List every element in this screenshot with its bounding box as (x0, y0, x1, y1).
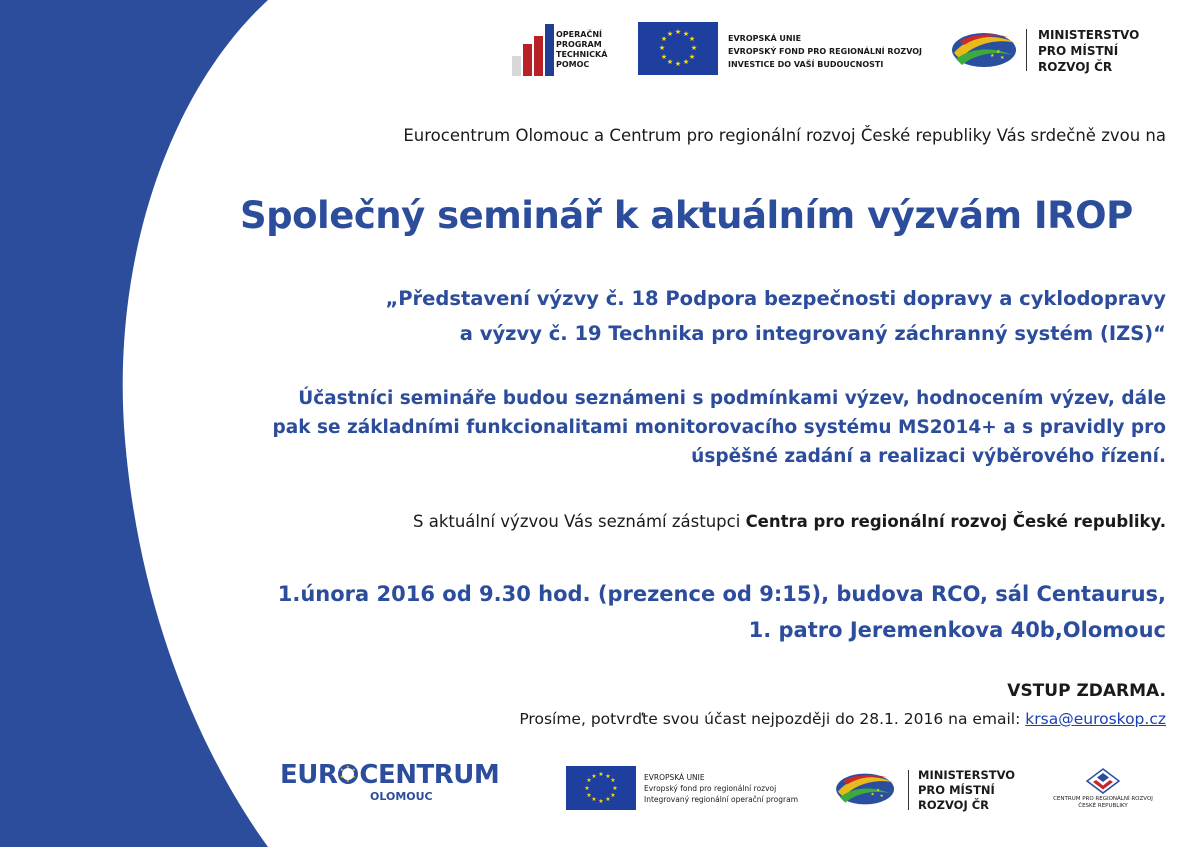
eu-logo-text: EVROPSKÁ UNIE EVROPSKÝ FOND PRO REGIONÁLNÍ ROZVOJ INVESTICE DO VAŠÍ BUDOUCNOSTI (728, 34, 923, 69)
svg-text:★: ★ (586, 777, 592, 784)
seminar-date-venue (278, 576, 1166, 648)
seminar-subtitle-line-1: „Představení výzvy č. 18 Podpora bezpečnosti dopravy a cyklodopravy (385, 287, 1166, 310)
eurocentrum-city: OLOMOUC (370, 790, 433, 803)
presenter-organization: Centra pro regionální rozvoj České republiky. (745, 512, 1166, 531)
eu-erdf-logo (638, 22, 928, 76)
svg-text:★: ★ (346, 764, 350, 769)
svg-text:★: ★ (598, 798, 604, 805)
rsvp-note (519, 710, 1166, 728)
svg-text:★: ★ (340, 774, 344, 779)
mmr-emblem-icon (832, 770, 900, 808)
svg-text:★: ★ (682, 58, 690, 66)
mmr-logo-divider (908, 770, 909, 810)
seminar-subtitle-line-2: a výzvy č. 19 Technika pro integrovaný záchranný systém (IZS)“ (459, 322, 1166, 345)
rsvp-email-link[interactable]: krsa@euroskop.cz (1025, 710, 1166, 728)
crr-emblem-icon (1086, 768, 1120, 794)
svg-text:★: ★ (612, 785, 618, 792)
svg-text:★: ★ (870, 792, 875, 798)
eu-irop-logo (566, 766, 816, 810)
description-line: pak se základními funkcionalitami monitorovacího systému MS2014+ a s pravidly pro (272, 417, 1166, 438)
svg-text:★: ★ (352, 774, 356, 779)
eurocentrum-olomouc-logo (280, 760, 520, 804)
svg-text:★: ★ (605, 773, 611, 780)
op-bars-icon (512, 22, 556, 76)
svg-text:★: ★ (666, 58, 674, 66)
presenter-note (413, 512, 1166, 531)
mmr-logo-text: MINISTERSTVO PRO MÍSTNÍ ROZVOJ ČR (1038, 28, 1140, 74)
mmr-emblem-icon (950, 29, 1020, 71)
svg-text:★: ★ (1000, 55, 1005, 61)
svg-text:★: ★ (598, 771, 604, 778)
presenter-prefix: S aktuální výzvou Vás seznámí zástupci (413, 512, 746, 531)
crr-logo-text: CENTRUM PRO REGIONÁLNÍ ROZVOJ ČESKÉ REPUBLIKY (1053, 796, 1153, 809)
svg-text:★: ★ (658, 44, 666, 52)
eu-irop-logo-text: EVROPSKÁ UNIE Evropský fond pro regionální rozvoj Integrovaný regionální operační program (644, 773, 799, 804)
description-line: Účastníci semináře budou seznámeni s podmínkami výzev, hodnocením výzev, dále (298, 388, 1166, 409)
svg-text:★: ★ (682, 30, 690, 38)
svg-text:★: ★ (674, 28, 682, 36)
date-venue-line-2: 1. patro Jeremenkova 40b,Olomouc (748, 618, 1166, 642)
svg-text:★: ★ (591, 773, 597, 780)
svg-text:★: ★ (584, 785, 590, 792)
description-line: úspěšné zadání a realizaci výběrového řízení. (691, 446, 1166, 467)
svg-text:★: ★ (660, 53, 668, 61)
eu-flag-icon (638, 22, 718, 75)
svg-text:★: ★ (340, 767, 344, 772)
date-venue-line-1: 1.února 2016 od 9.30 hod. (prezence od 9:15), budova RCO, sál Centaurus, (277, 582, 1166, 606)
svg-text:★: ★ (610, 792, 616, 799)
free-entry-note: VSTUP ZDARMA. (1007, 681, 1166, 701)
globe-icon (337, 763, 359, 785)
svg-text:★: ★ (352, 767, 356, 772)
ministry-regional-development-logo (950, 25, 1150, 75)
eu-flag-icon (566, 766, 636, 810)
svg-text:★: ★ (688, 53, 696, 61)
svg-text:★: ★ (660, 35, 668, 43)
svg-text:★: ★ (591, 796, 597, 803)
ministry-regional-development-footer-logo (832, 768, 1032, 812)
invitation-intro: Eurocentrum Olomouc a Centrum pro regionální rozvoj České republiky Vás srdečně zvou na (403, 126, 1166, 145)
svg-text:★: ★ (879, 794, 884, 800)
svg-text:★: ★ (690, 44, 698, 52)
svg-text:★: ★ (666, 30, 674, 38)
svg-text:★: ★ (990, 53, 995, 59)
eurocentrum-wordmark: EUR ★ ★ ★ ★ ★ ★ CENTRUM (280, 760, 500, 790)
rsvp-text: Prosíme, potvrďte svou účast nejpozději do 28.1. 2016 na email: (519, 710, 1026, 728)
svg-text:★: ★ (586, 792, 592, 799)
svg-text:★: ★ (674, 60, 682, 68)
svg-text:★: ★ (605, 796, 611, 803)
svg-text:★: ★ (610, 777, 616, 784)
op-technical-assistance-logo (512, 22, 622, 78)
mmr-logo-divider (1026, 29, 1027, 71)
svg-text:★: ★ (688, 35, 696, 43)
svg-text:★: ★ (875, 788, 881, 794)
op-logo-text: OPERAČNÍ PROGRAM TECHNICKÁ POMOC (556, 30, 608, 69)
seminar-description (273, 384, 1166, 471)
seminar-title: Společný seminář k aktuálním výzvám IROP (240, 194, 1133, 237)
crr-logo (1044, 768, 1162, 814)
mmr-logo-text: MINISTERSTVO PRO MÍSTNÍ ROZVOJ ČR (918, 768, 1016, 812)
svg-text:★: ★ (346, 778, 350, 783)
svg-text:★: ★ (996, 49, 1001, 55)
